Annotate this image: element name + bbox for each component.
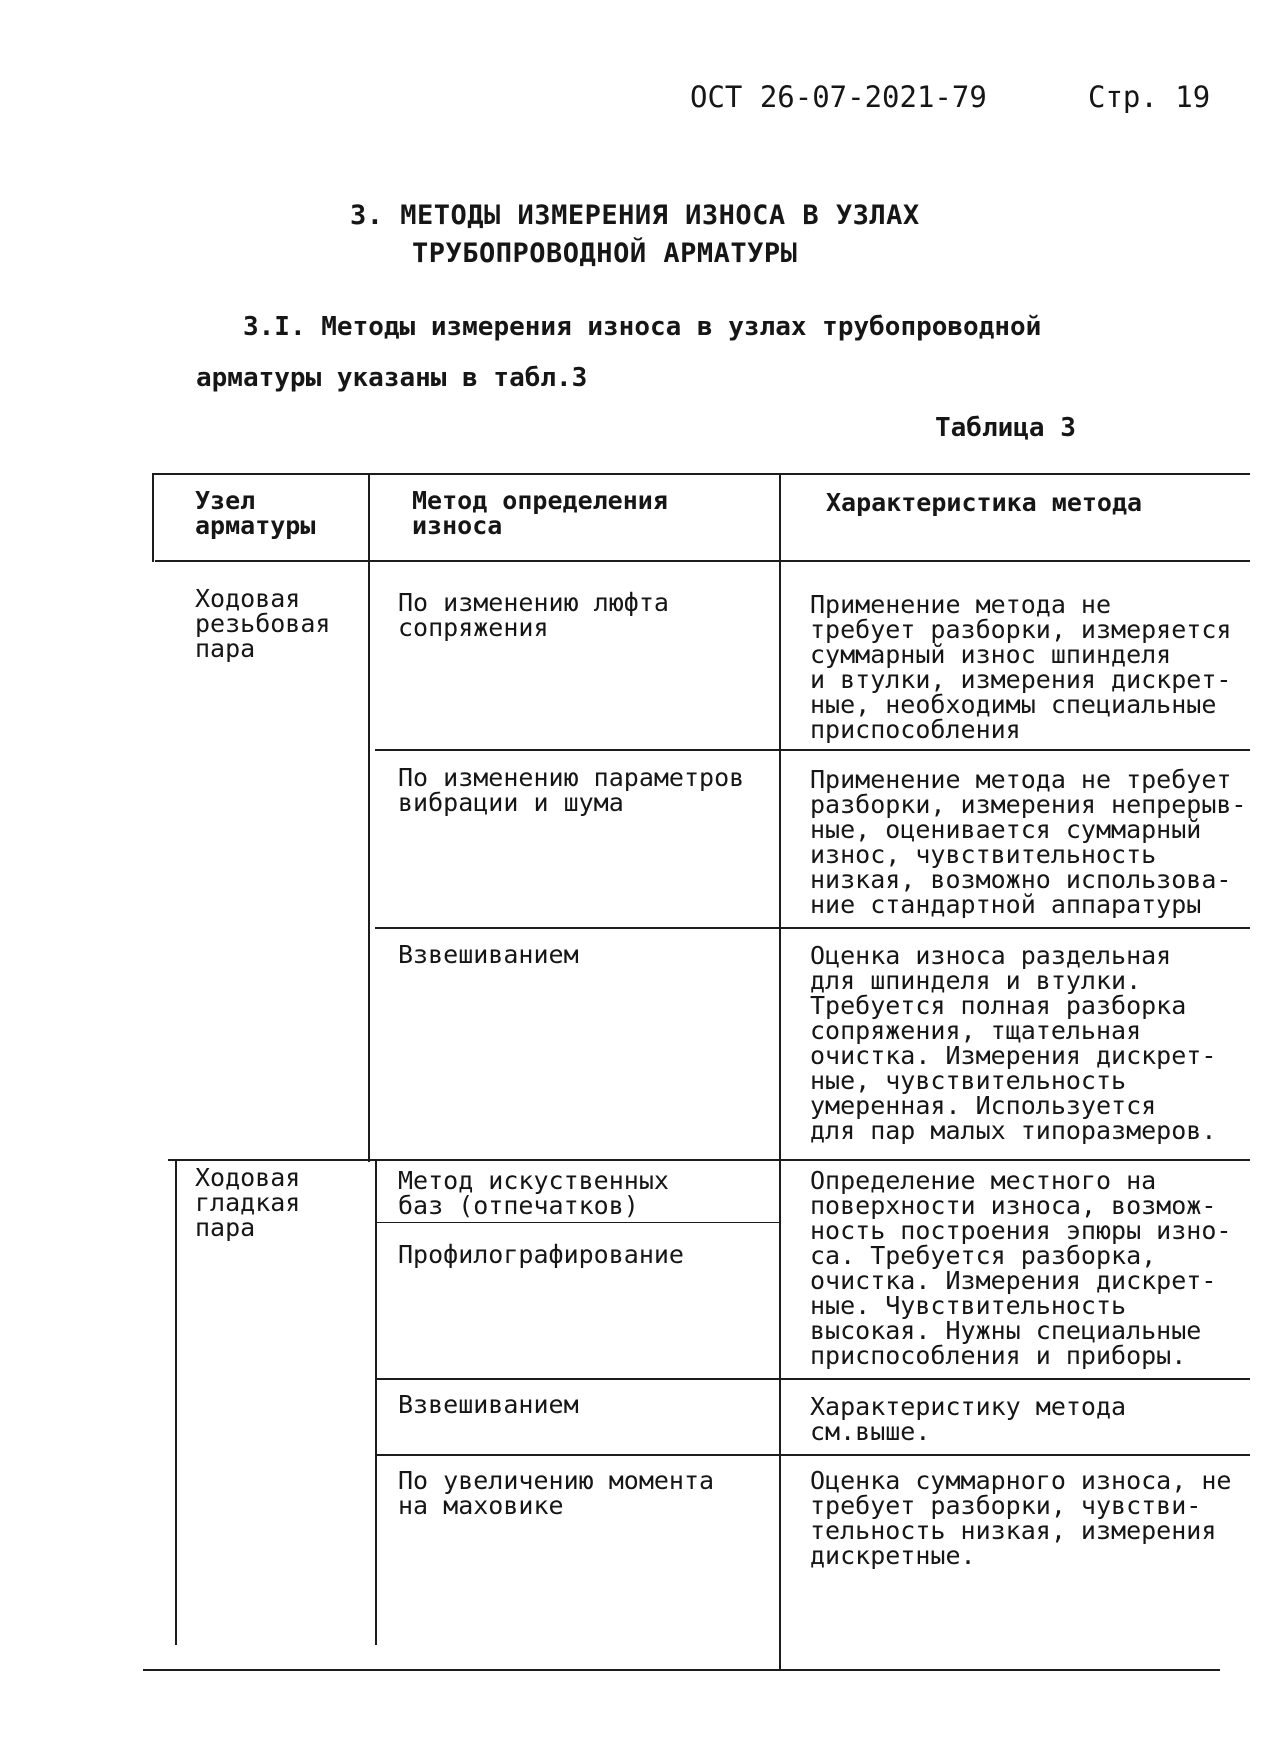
characteristic-cell: Оценка износа раздельная для шпинделя и втулки. Требуется полная разборка сопряжения, тщательная очистка. Измерения дискрет- ные, чувствительность умеренная. Используется для пар малых типоразмеров. [810,941,1217,1145]
table-caption: Таблица 3 [935,413,1076,443]
method-cell: По увеличению момента на маховике [398,1466,715,1520]
section-title-line1: 3. МЕТОДЫ ИЗМЕРЕНИЯ ИЗНОСА В УЗЛАХ [350,200,920,231]
table-bottom-border [143,1669,1220,1671]
col-border-1-lower [375,1159,377,1645]
characteristic-cell: Применение метода не требует разборки, измерения непрерыв- ные, оценивается суммарный износ, чувствительность низкая, возможно использова- ние стандартной аппаратуры [810,765,1247,919]
col-border-2 [779,473,781,1671]
row-divider [375,1378,1250,1380]
header-bottom-border [155,560,1250,562]
row-divider [375,1454,1250,1456]
node-cell: Ходовая гладкая пара [195,1163,301,1242]
page-number: Стр. 19 [1088,80,1211,114]
row-divider [375,749,1250,751]
paragraph-line2: арматуры указаны в табл.3 [196,363,588,393]
col-border-left [152,473,154,562]
method-cell: Профилографирование [398,1240,684,1269]
col-border-left-lower [175,1159,177,1645]
node-cell: Ходовая резьбовая пара [195,584,331,663]
row-divider-thin [375,1222,779,1223]
characteristic-cell: Определение местного на поверхности износа, возмож- ность построения эпюры изно- са. Требуется разборка, очистка. Измерения дискрет- ные. Чувствительность высокая. Нужны специальные приспособления и приборы. [810,1166,1232,1370]
method-cell: Взвешиванием [398,1390,579,1419]
characteristic-cell: Оценка суммарного износа, не требует разборки, чувстви- тельность низкая, измерения дискретные. [810,1466,1232,1570]
paragraph-line1: 3.I. Методы измерения износа в узлах трубопроводной [243,312,1042,342]
method-cell: Метод искуственных баз (отпечатков) [398,1166,669,1220]
col-border-1 [368,473,370,1162]
section-title-line2: ТРУБОПРОВОДНОЙ АРМАТУРЫ [412,238,798,269]
row-divider [168,1159,1250,1161]
method-cell: По изменению параметров вибрации и шума [398,763,745,817]
document-code: ОСТ 26-07-2021-79 [690,80,987,114]
row-divider [375,927,1250,929]
characteristic-cell: Применение метода не требует разборки, измеряется суммарный износ шпинделя и втулки, измерения дискрет- ные, необходимы специальные приспособления [810,590,1232,744]
header-characteristic: Характеристика метода [826,488,1143,517]
table-top-border [152,473,1250,475]
method-cell: Взвешиванием [398,940,579,969]
method-cell: По изменению люфта сопряжения [398,588,669,642]
header-method: Метод определения износа [412,486,668,540]
characteristic-cell: Характеристику метода см.выше. [810,1392,1127,1446]
header-node: Узел арматуры [195,486,316,540]
